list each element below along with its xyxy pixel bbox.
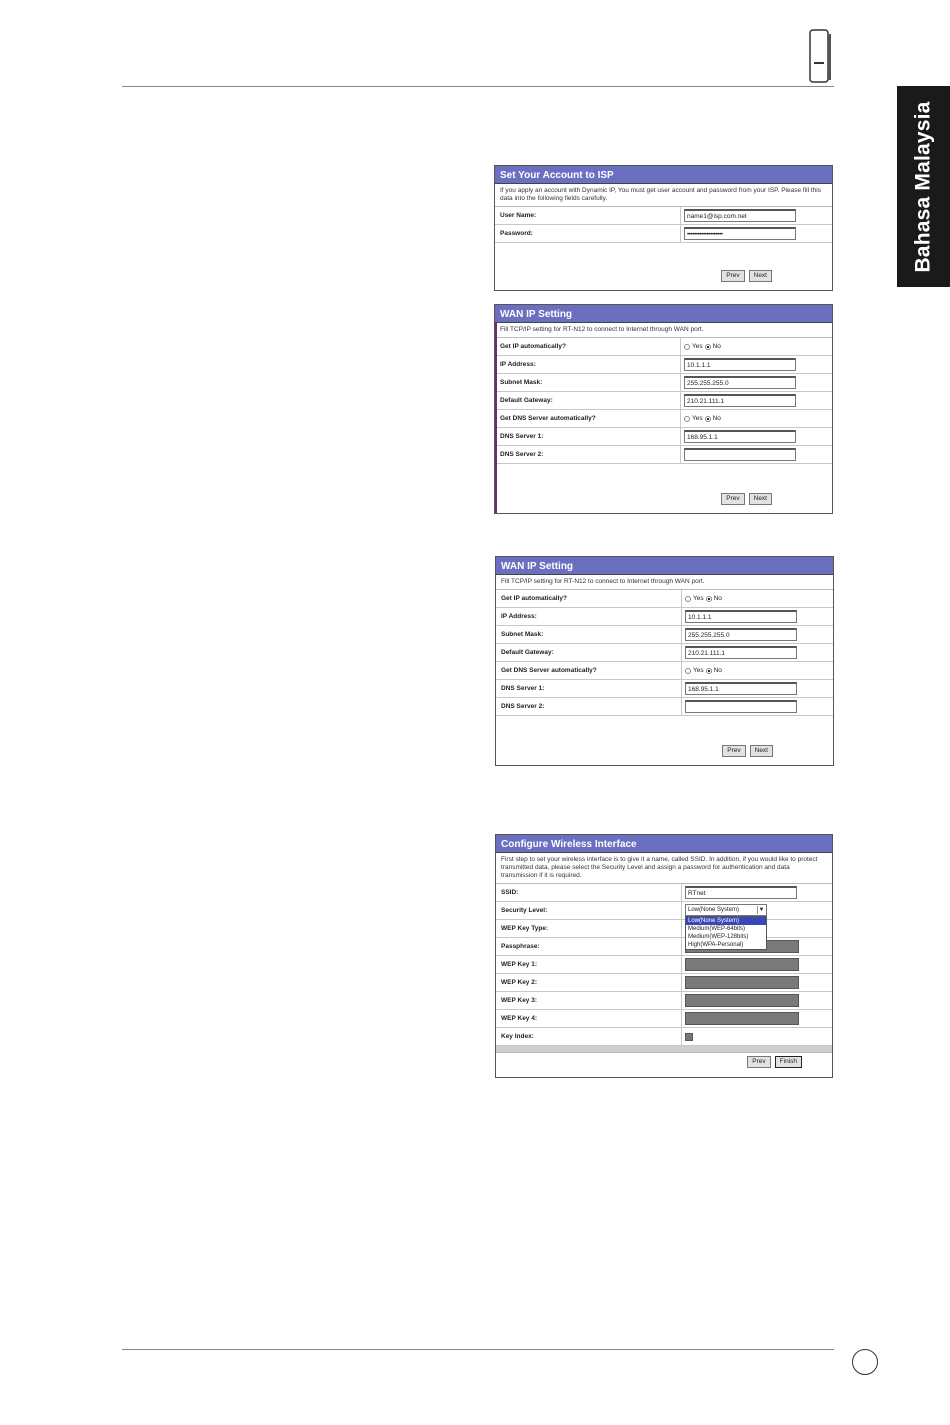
wep-key-1-input[interactable]	[685, 958, 799, 971]
wan2-subnet-label: Subnet Mask:	[496, 626, 682, 643]
wep-key-4-label: WEP Key 4:	[496, 1010, 682, 1027]
wep-key-4-input[interactable]	[685, 1012, 799, 1025]
wan2-subnet-input[interactable]: 255.255.255.0	[685, 628, 797, 641]
wan1-get-dns-label: Get DNS Server automatically?	[495, 410, 681, 427]
wan1-get-dns-yes-radio[interactable]	[684, 416, 690, 422]
wan2-get-dns-no-label: No	[713, 667, 722, 674]
wan1-ip-label: IP Address:	[495, 356, 681, 373]
isp-prev-button[interactable]: Prev	[721, 270, 744, 282]
wan2-gateway-input[interactable]: 210.21.111.1	[685, 646, 797, 659]
wan1-subnet-input[interactable]: 255.255.255.0	[684, 376, 796, 389]
wep-key-2-label: WEP Key 2:	[496, 974, 682, 991]
wep-key-row	[496, 956, 832, 974]
isp-username-label: User Name:	[495, 207, 681, 224]
wan2-get-dns-yes-radio[interactable]	[685, 668, 691, 674]
wan1-gateway-row	[495, 392, 832, 410]
security-option[interactable]: Low(None System)	[686, 917, 766, 925]
wireless-panel	[495, 834, 833, 1078]
wan1-get-dns-no-label: No	[712, 415, 721, 422]
wireless-wep-type-row	[496, 920, 832, 938]
wan1-gateway-input[interactable]: 210.21.111.1	[684, 394, 796, 407]
isp-account-panel	[494, 165, 833, 291]
wan2-dns1-label: DNS Server 1:	[496, 680, 682, 697]
wan1-button-row	[721, 493, 832, 505]
wan2-get-ip-yes-radio[interactable]	[685, 596, 691, 602]
wan1-dns1-label: DNS Server 1:	[495, 428, 681, 445]
wep-key-row	[496, 1010, 832, 1028]
wan1-get-ip-row	[495, 338, 832, 356]
router-device-icon	[806, 28, 834, 86]
page-number-circle	[852, 1349, 878, 1375]
wep-key-1-label: WEP Key 1:	[496, 956, 682, 973]
security-level-dropdown	[685, 916, 767, 950]
wan1-panel-title: WAN IP Setting	[495, 305, 832, 323]
wan-ip-panel-2	[495, 556, 834, 766]
wan1-get-dns-yes-label: Yes	[692, 415, 703, 422]
wan2-dns2-label: DNS Server 2:	[496, 698, 682, 715]
isp-next-button[interactable]: Next	[749, 270, 772, 282]
isp-password-label: Password:	[495, 225, 681, 242]
wep-key-row	[496, 974, 832, 992]
wan-ip-panel-1	[494, 304, 833, 514]
wep-key-2-input[interactable]	[685, 976, 799, 989]
wan1-get-dns-no-radio[interactable]	[705, 416, 711, 422]
wan2-dns2-input[interactable]	[685, 700, 797, 713]
wan2-gateway-row	[496, 644, 833, 662]
wan2-dns1-input[interactable]: 168.95.1.1	[685, 682, 797, 695]
wan2-subnet-row	[496, 626, 833, 644]
isp-password-input[interactable]: ••••••••••••••••••••	[684, 227, 796, 240]
panel-left-accent	[495, 323, 497, 513]
wan1-ip-row	[495, 356, 832, 374]
wan2-ip-row	[496, 608, 833, 626]
wireless-ssid-row	[496, 884, 832, 902]
wan1-get-ip-yes-label: Yes	[692, 343, 703, 350]
wireless-button-row	[496, 1052, 832, 1068]
wan2-ip-label: IP Address:	[496, 608, 682, 625]
wan1-get-ip-no-radio[interactable]	[705, 344, 711, 350]
wan2-get-dns-row	[496, 662, 833, 680]
wireless-panel-description: First step to set your wireless interface is to give it a name, called SSID. In addition, if you would like to protect transmitted data, please select the Security Level and assign a password for authentication and data transmission if it is required.	[496, 853, 832, 884]
language-side-tab-label: Bahasa Malaysia	[911, 100, 935, 273]
wan1-dns2-input[interactable]	[684, 448, 796, 461]
wireless-finish-button[interactable]: Finish	[775, 1056, 802, 1068]
wireless-security-label: Security Level:	[496, 902, 682, 919]
language-side-tab	[897, 86, 950, 287]
wireless-wep-type-label: WEP Key Type:	[496, 920, 682, 937]
wireless-passphrase-row	[496, 938, 832, 956]
wan2-get-ip-yes-label: Yes	[693, 595, 704, 602]
wan2-get-dns-no-radio[interactable]	[706, 668, 712, 674]
wan2-get-dns-yes-label: Yes	[693, 667, 704, 674]
security-option[interactable]: Medium(WEP-128bits)	[688, 934, 749, 940]
wan2-panel-title: WAN IP Setting	[496, 557, 833, 575]
wan1-subnet-row	[495, 374, 832, 392]
isp-button-row	[721, 270, 832, 282]
security-level-value: Low(None System)	[688, 907, 740, 913]
wep-key-3-input[interactable]	[685, 994, 799, 1007]
isp-username-row	[495, 207, 832, 225]
wep-key-row	[496, 992, 832, 1010]
wan1-subnet-label: Subnet Mask:	[495, 374, 681, 391]
wan1-get-ip-yes-radio[interactable]	[684, 344, 690, 350]
wan1-gateway-label: Default Gateway:	[495, 392, 681, 409]
header-rule	[122, 86, 834, 87]
wireless-panel-title: Configure Wireless Interface	[496, 835, 832, 853]
wan1-dns1-input[interactable]: 168.95.1.1	[684, 430, 796, 443]
wireless-ssid-input[interactable]: RTnet	[685, 886, 797, 899]
wan1-panel-description: Fill TCP/IP setting for RT-N12 to connect to Internet through WAN port.	[495, 323, 832, 338]
wan2-dns2-row	[496, 698, 833, 716]
wireless-key-index-row	[496, 1028, 832, 1046]
wan2-get-ip-row	[496, 590, 833, 608]
wireless-prev-button[interactable]: Prev	[747, 1056, 770, 1068]
wan1-get-dns-row	[495, 410, 832, 428]
security-option[interactable]: High(WPA-Personal)	[688, 942, 744, 948]
wan1-next-button[interactable]: Next	[749, 493, 772, 505]
chevron-down-icon[interactable]: ▼	[758, 907, 765, 913]
wan2-ip-input[interactable]: 10.1.1.1	[685, 610, 797, 623]
wan1-dns2-label: DNS Server 2:	[495, 446, 681, 463]
wan2-button-row	[722, 745, 833, 757]
wireless-passphrase-label: Passphrase:	[496, 938, 682, 955]
security-level-select[interactable]	[685, 904, 767, 916]
wan2-dns1-row	[496, 680, 833, 698]
isp-username-input[interactable]: name1@isp.com.net	[684, 209, 796, 222]
wan1-get-ip-no-label: No	[712, 343, 721, 350]
isp-password-row	[495, 225, 832, 243]
wan2-get-ip-no-label: No	[713, 595, 722, 602]
wan1-ip-input[interactable]: 10.1.1.1	[684, 358, 796, 371]
wan2-get-dns-label: Get DNS Server automatically?	[496, 662, 682, 679]
wan1-get-ip-label: Get IP automatically?	[495, 338, 681, 355]
isp-panel-title: Set Your Account to ISP	[495, 166, 832, 184]
wan2-panel-description: Fill TCP/IP setting for RT-N12 to connect to Internet through WAN port.	[496, 575, 833, 590]
wan1-prev-button[interactable]: Prev	[721, 493, 744, 505]
wan2-get-ip-no-radio[interactable]	[706, 596, 712, 602]
footer-rule	[122, 1349, 834, 1350]
wan1-dns1-row	[495, 428, 832, 446]
wan2-next-button[interactable]: Next	[750, 745, 773, 757]
wan1-dns2-row	[495, 446, 832, 464]
key-index-select[interactable]	[685, 1033, 693, 1041]
wireless-ssid-label: SSID:	[496, 884, 682, 901]
isp-panel-description: If you apply an account with Dynamic IP, You must get user account and password from your ISP. Please fill this data into the following fields carefully.	[495, 184, 832, 207]
wireless-key-index-label: Key Index:	[496, 1028, 682, 1045]
wan2-get-ip-label: Get IP automatically?	[496, 590, 682, 607]
security-option[interactable]: Medium(WEP-64bits)	[688, 926, 746, 932]
wan2-gateway-label: Default Gateway:	[496, 644, 682, 661]
wep-key-3-label: WEP Key 3:	[496, 992, 682, 1009]
wan2-prev-button[interactable]: Prev	[722, 745, 745, 757]
